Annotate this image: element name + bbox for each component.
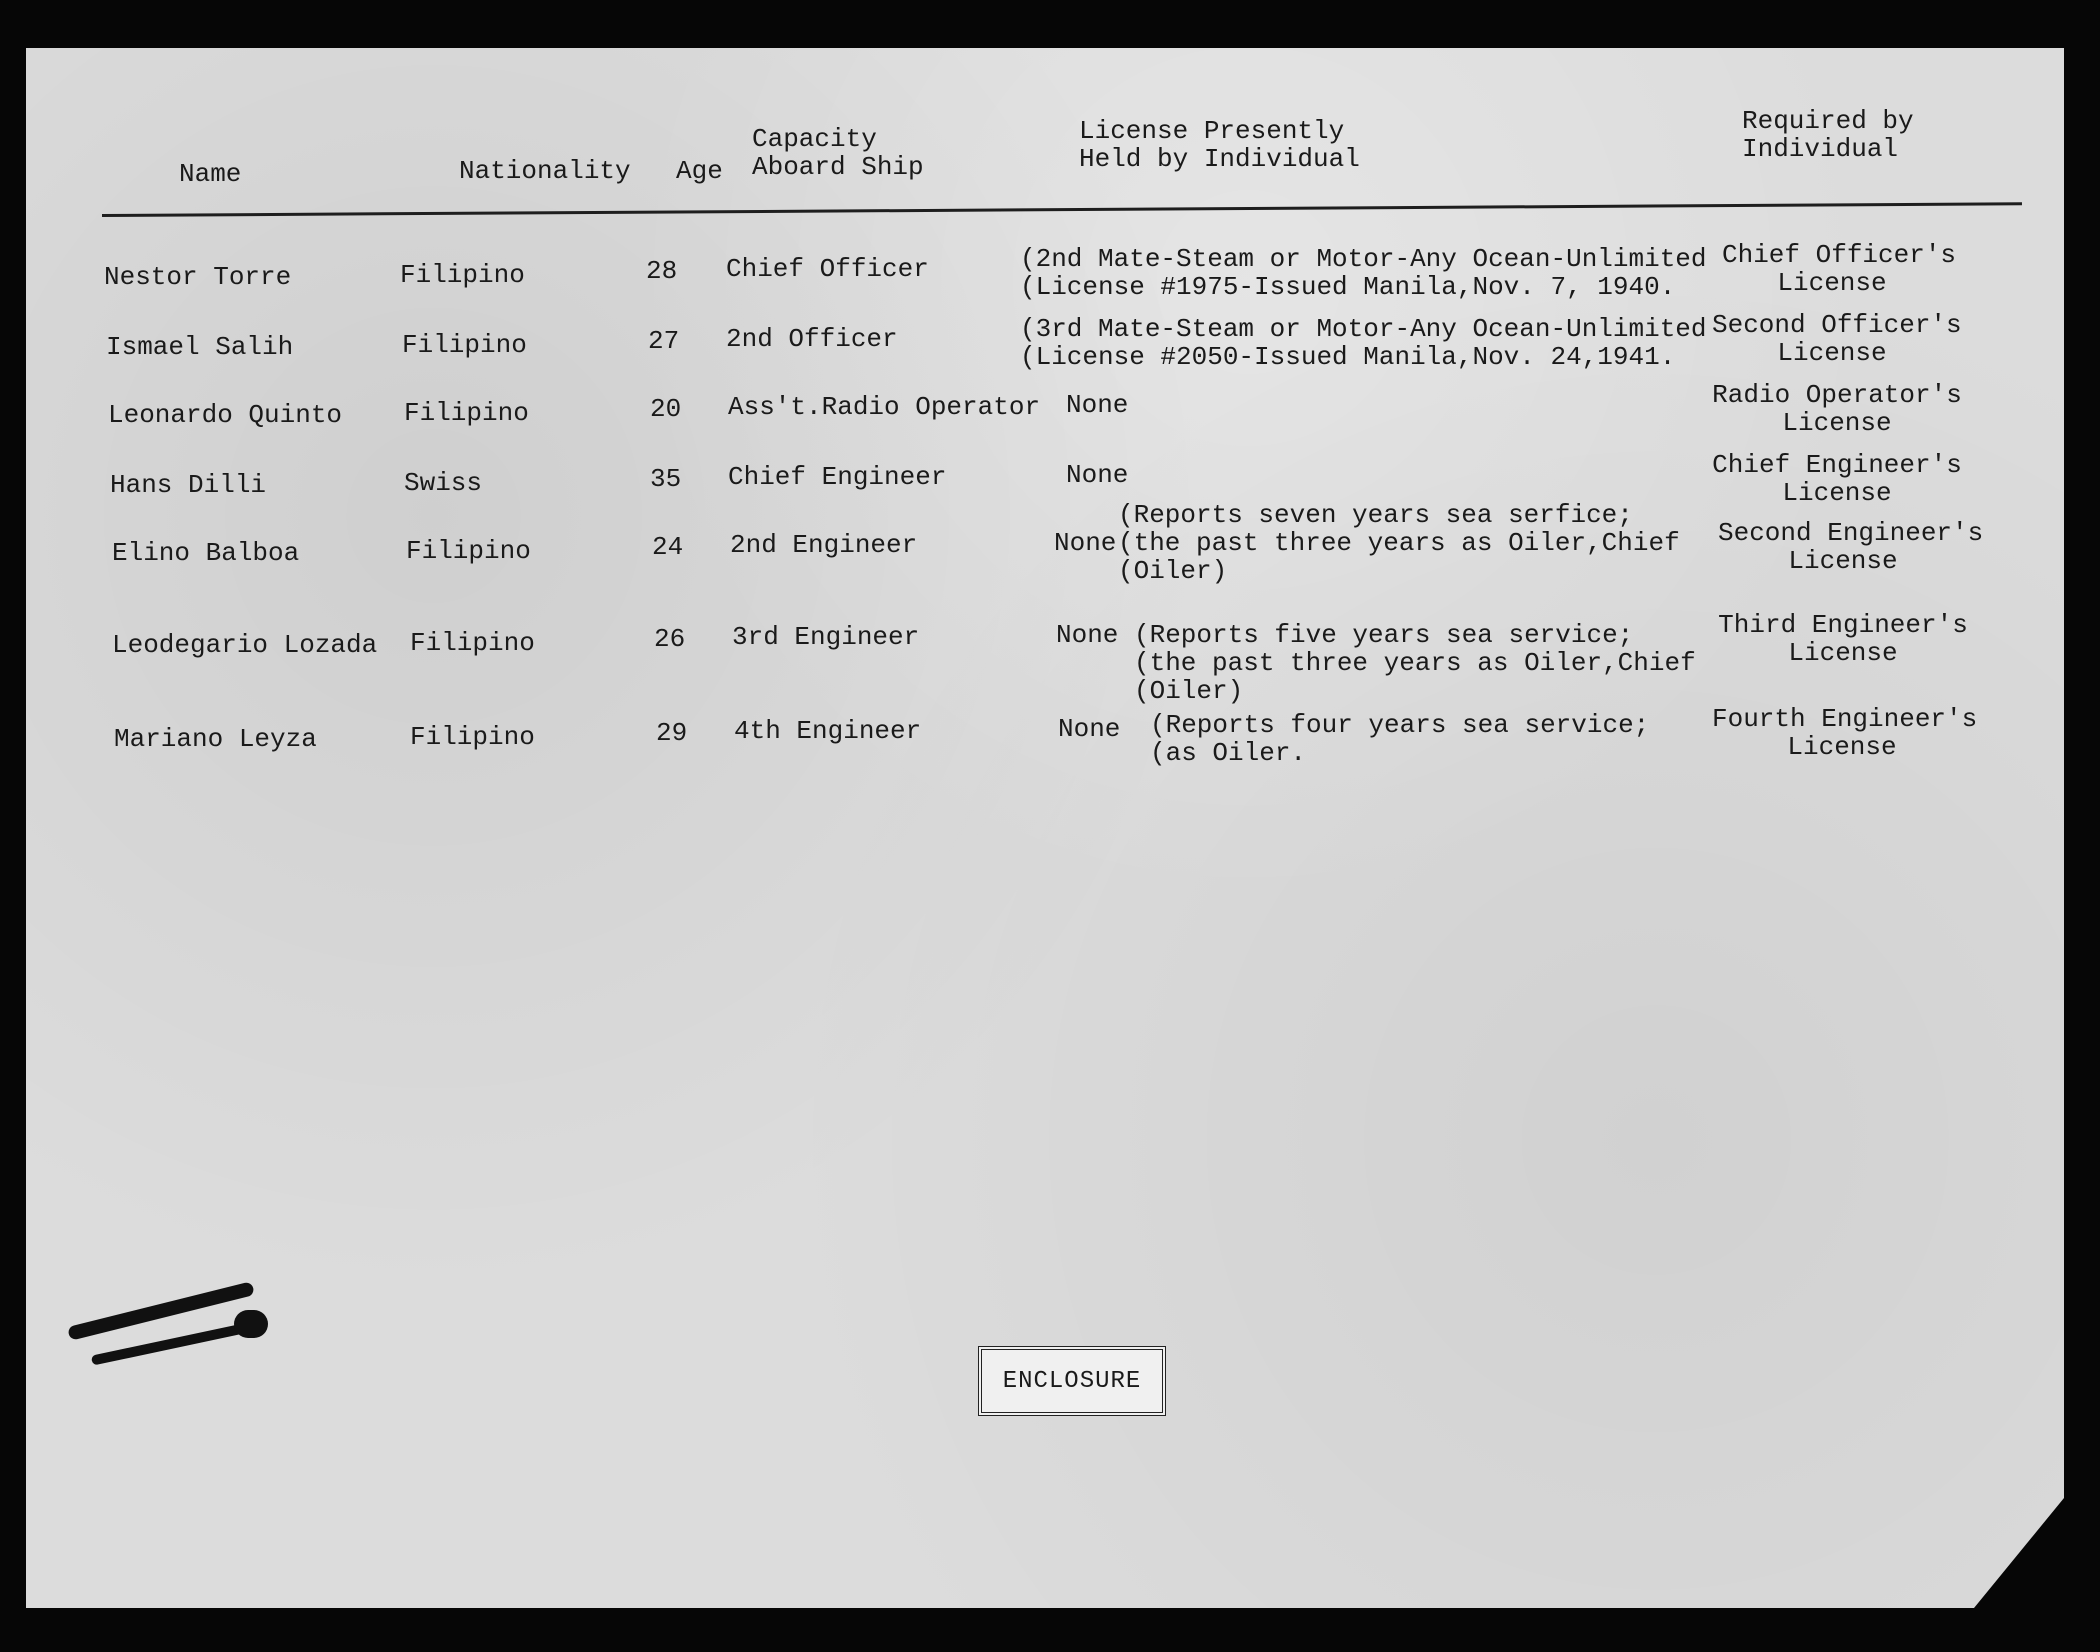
row-5-license-status: None [1054,528,1117,558]
ink-blot-mark [234,1310,268,1338]
row-6-license-status: None [1056,620,1119,650]
header-required-line1: Required by [1742,106,1914,136]
row-6-license-line1: (Reports five years sea service; [1134,620,1634,650]
enclosure-stamp: ENCLOSURE [978,1346,1166,1416]
row-2-capacity: 2nd Officer [726,324,898,354]
row-5-age: 24 [652,532,684,562]
torn-corner [1974,1498,2064,1608]
row-1-license-line2: (License #1975-Issued Manila,Nov. 7, 1940. [1020,272,1676,302]
header-rule [102,202,2022,217]
row-3-required-line1: Radio Operator's [1712,380,1962,410]
row-2-age: 27 [648,326,680,356]
row-5-capacity: 2nd Engineer [730,530,918,560]
row-3-nationality: Filipino [404,398,529,428]
row-7-license-line1: (Reports four years sea service; [1150,710,1650,740]
row-7-license-line2: (as Oiler. [1150,738,1307,768]
row-2-nationality: Filipino [402,330,527,360]
row-2-license-line1: (3rd Mate-Steam or Motor-Any Ocean-Unlimited [1020,314,1707,344]
row-5-required-line2: License [1788,546,1898,576]
row-3-age: 20 [650,394,682,424]
document-page [26,48,2064,1608]
row-4-age: 35 [650,464,682,494]
header-age: Age [676,156,723,186]
row-1-nationality: Filipino [400,260,525,290]
row-4-capacity: Chief Engineer [728,462,947,492]
header-license-line2: Held by Individual [1079,144,1360,174]
row-7-name: Mariano Leyza [114,724,317,754]
row-4-required-line2: License [1782,478,1892,508]
header-name: Name [179,159,242,189]
row-3-license-status: None [1066,390,1129,420]
row-3-required-line2: License [1782,408,1892,438]
header-capacity-line1: Capacity [752,124,877,154]
row-6-age: 26 [654,624,686,654]
header-capacity-line2: Aboard Ship [752,152,924,182]
row-2-required-line2: License [1777,338,1887,368]
row-6-license-line3: (Oiler) [1134,676,1244,706]
row-7-required-line2: License [1787,732,1897,762]
row-4-nationality: Swiss [404,468,483,498]
row-6-required-line2: License [1788,638,1898,668]
row-1-required-line1: Chief Officer's [1722,240,1957,270]
row-5-name: Elino Balboa [112,538,300,568]
row-2-name: Ismael Salih [106,332,294,362]
row-6-name: Leodegario Lozada [112,630,378,660]
row-5-required-line1: Second Engineer's [1718,518,1984,548]
row-1-license-line1: (2nd Mate-Steam or Motor-Any Ocean-Unlimited [1020,244,1707,274]
row-1-capacity: Chief Officer [726,254,929,284]
row-6-capacity: 3rd Engineer [732,622,920,652]
row-5-license-line1: (Reports seven years sea serfice; [1118,500,1633,530]
header-required-line2: Individual [1742,134,1899,164]
header-license-line1: License Presently [1079,116,1345,146]
row-5-license-line3: (Oiler) [1118,556,1228,586]
row-7-nationality: Filipino [410,722,535,752]
row-4-name: Hans Dilli [110,470,267,500]
row-1-name: Nestor Torre [104,262,292,292]
row-2-license-line2: (License #2050-Issued Manila,Nov. 24,1941. [1020,342,1676,372]
row-4-required-line1: Chief Engineer's [1712,450,1962,480]
row-7-capacity: 4th Engineer [734,716,922,746]
row-7-age: 29 [656,718,688,748]
row-4-license-status: None [1066,460,1129,490]
row-5-nationality: Filipino [406,536,531,566]
row-7-required-line1: Fourth Engineer's [1712,704,1978,734]
row-1-required-line2: License [1777,268,1887,298]
row-6-required-line1: Third Engineer's [1718,610,1968,640]
row-6-nationality: Filipino [410,628,535,658]
row-2-required-line1: Second Officer's [1712,310,1962,340]
header-nationality: Nationality [459,156,631,186]
row-3-capacity: Ass't.Radio Operator [728,392,1041,422]
row-7-license-status: None [1058,714,1121,744]
row-5-license-line2: (the past three years as Oiler,Chief [1118,528,1680,558]
row-6-license-line2: (the past three years as Oiler,Chief [1134,648,1696,678]
row-3-name: Leonardo Quinto [108,400,343,430]
row-1-age: 28 [646,256,678,286]
